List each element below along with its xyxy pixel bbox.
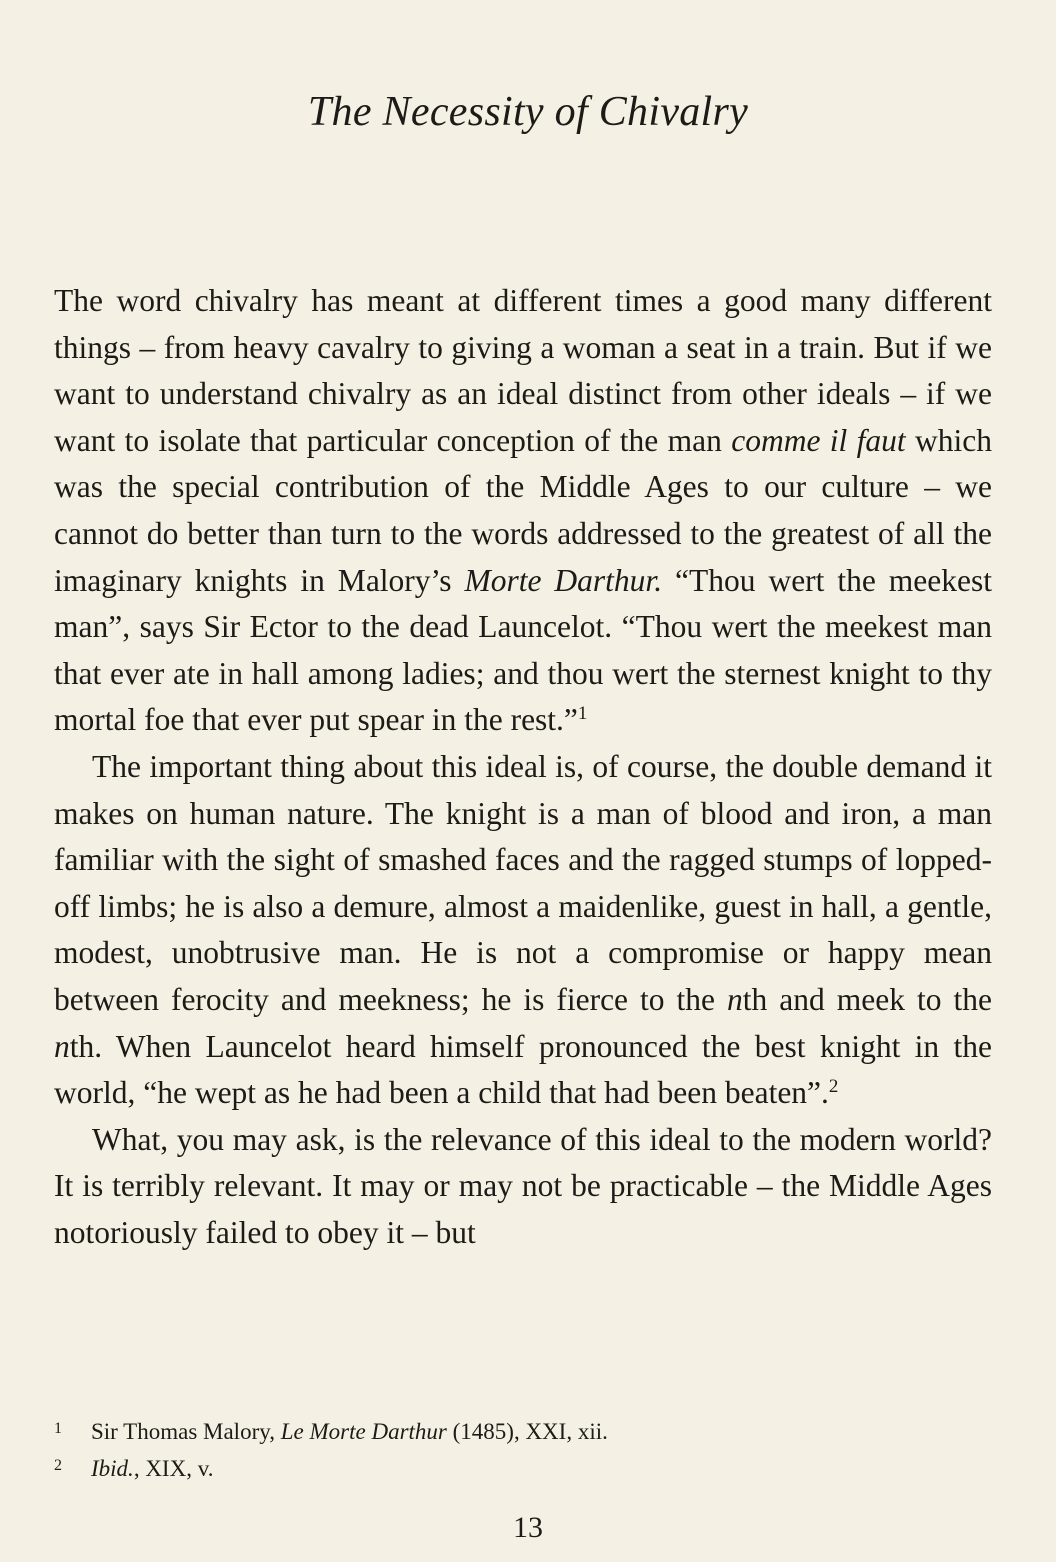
footnote: [54, 1415, 992, 1452]
footnote-number: 1: [54, 1420, 62, 1437]
paragraph: [54, 278, 992, 744]
footnote-text-run: Sir Thomas Malory,: [91, 1419, 281, 1444]
footnote-reference: 2: [828, 1076, 839, 1098]
footnote-text: [91, 1452, 213, 1486]
paragraph-italic-run: n: [727, 981, 743, 1017]
paragraph-italic-run: Morte Darthur.: [464, 562, 663, 598]
paragraph: [54, 1117, 992, 1257]
paragraph-text-run: th and meek to the: [742, 981, 992, 1017]
paragraph-text-run: What, you may ask, is the relevance of this ideal to the modern world? It is terribly relevant. It may or may not be practicable – the Middle Ages notoriously failed to obey it – but: [54, 1121, 992, 1250]
paragraph-italic-run: n: [54, 1028, 70, 1064]
paragraph-text-run: The important thing about this ideal is, of course, the double demand it makes on human nature. The knight is a man of blood and iron, a man familiar with the sight of smashed faces and the ragged stumps of lopped-off limbs; he is also a demure, almost a maidenlike, guest in hall, a gentle, modest, unobtrusive man. He is not a compromise or happy mean between ferocity and meekness; he is fierce to the: [54, 748, 992, 1017]
footnote-text: [91, 1415, 608, 1449]
footnote-reference: 1: [577, 703, 588, 725]
paragraph: [54, 744, 992, 1117]
paragraph-text-run: “Thou wert the meekest man”, says Sir Ector to the dead Launcelot. “Thou wert the meekest man that ever ate in hall among ladies; and thou wert the sternest knight to thy mortal foe that ever put spear in the rest.”: [54, 562, 992, 738]
footnote-text-run: , XIX, v.: [133, 1456, 214, 1481]
paragraph-text-run: which was the special contribution of the Middle Ages to our culture – we cannot do better than turn to the words addressed to the greatest of all the imaginary knights in Malory’s: [54, 422, 993, 598]
footnote-number: 2: [54, 1457, 62, 1474]
body-text: [54, 278, 992, 1256]
paragraph-italic-run: comme il faut: [731, 422, 906, 458]
footnote-text-run: (1485), XXI, xii.: [446, 1419, 608, 1444]
chapter-title: The Necessity of Chivalry: [307, 89, 749, 135]
footnote-italic-run: Le Morte Darthur: [280, 1419, 447, 1444]
footnotes: [54, 1415, 992, 1489]
paragraph-text-run: th. When Launcelot heard himself pronounced the best knight in the world, “he wept as he had been a child that had been beaten”.: [54, 1028, 992, 1111]
footnote-italic-run: Ibid.: [91, 1456, 134, 1481]
footnote: [54, 1452, 992, 1489]
paragraph-text-run: The word chivalry has meant at different times a good many different things – from heavy cavalry to giving a woman a seat in a train. But if we want to understand chivalry as an ideal distinct from other ideals – if we want to isolate that particular conception of the man: [54, 283, 992, 458]
page-number: 13: [513, 1511, 543, 1544]
